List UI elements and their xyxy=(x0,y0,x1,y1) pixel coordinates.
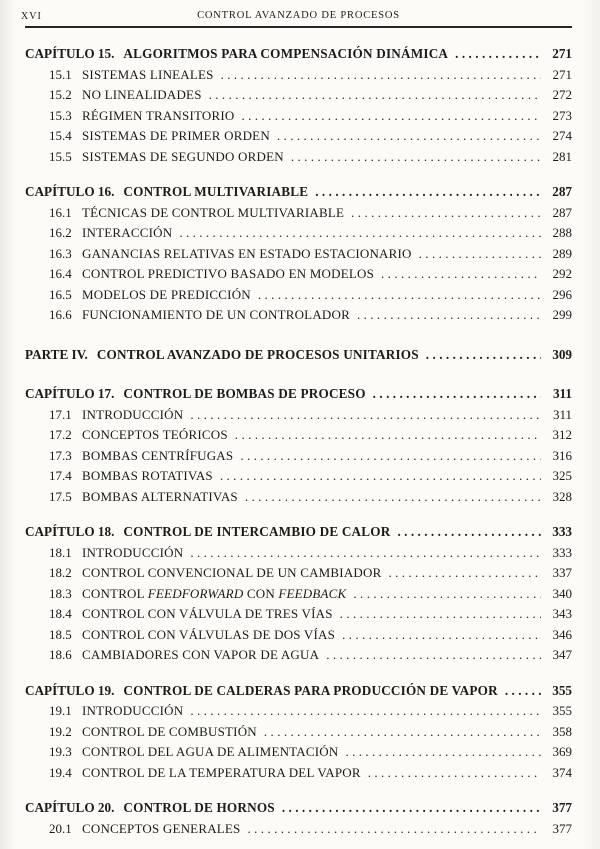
entry-title: BOMBAS ALTERNATIVAS xyxy=(82,488,238,504)
dot-leader xyxy=(221,65,541,86)
dot-leader xyxy=(190,543,541,564)
entry-page-number: 333 xyxy=(552,544,572,560)
chapter-title: CONTROL DE BOMBAS DE PROCESO xyxy=(123,386,366,401)
entry-title: CONTROL CON VÁLVULA DE TRES VÍAS xyxy=(82,606,333,621)
toc-entry-row xyxy=(25,244,572,265)
chapter-title: CONTROL MULTIVARIABLE xyxy=(123,184,309,199)
entry-page-number: 347 xyxy=(552,647,572,662)
toc-entry-row xyxy=(25,65,572,86)
chapter-label: CAPÍTULO 15. xyxy=(25,46,115,61)
toc-chapter-section xyxy=(25,44,572,167)
toc-chapter-row xyxy=(25,798,572,819)
toc-entry-row xyxy=(25,487,572,508)
entry-title: SISTEMAS LINEALES xyxy=(82,66,214,82)
entry-title: CONTROL CON VÁLVULAS DE DOS VÍAS xyxy=(82,626,336,642)
dot-leader xyxy=(368,763,541,784)
toc-entry-row xyxy=(25,543,572,564)
entry-number: 18.1 xyxy=(49,544,72,560)
entry-page-number: 296 xyxy=(552,286,572,302)
chapter-page-number: 377 xyxy=(552,800,572,815)
toc-entry-row xyxy=(25,584,572,605)
entry-page-number: 311 xyxy=(552,406,572,422)
toc-chapter-row xyxy=(25,182,572,203)
entry-number: 15.2 xyxy=(49,87,72,102)
toc-entry-row xyxy=(25,223,572,244)
dot-leader xyxy=(353,584,541,605)
entry-number: 17.2 xyxy=(49,427,72,442)
entry-page-number: 312 xyxy=(552,427,572,442)
chapter-page-number: 333 xyxy=(552,524,572,539)
dot-leader xyxy=(388,563,541,584)
toc-part-row xyxy=(25,345,572,366)
entry-title: SISTEMAS DE SEGUNDO ORDEN xyxy=(82,148,284,164)
toc-chapter-row xyxy=(25,522,572,543)
dot-leader xyxy=(209,85,541,106)
entry-title: INTRODUCCIÓN xyxy=(82,406,184,422)
entry-page-number: 355 xyxy=(552,703,572,718)
entry-number: 15.4 xyxy=(49,128,72,143)
dot-leader xyxy=(190,701,541,722)
entry-page-number: 343 xyxy=(552,606,572,621)
entry-number: 19.1 xyxy=(49,703,72,718)
toc-chapter-section xyxy=(25,798,572,839)
entry-page-number: 340 xyxy=(552,585,572,601)
entry-number: 16.2 xyxy=(49,225,72,240)
entry-page-number: 358 xyxy=(552,723,572,739)
entry-page-number: 271 xyxy=(552,66,572,82)
entry-number: 18.5 xyxy=(49,626,72,642)
toc-chapter-row xyxy=(25,44,572,65)
toc-entry-row xyxy=(25,625,572,646)
toc-entry-row xyxy=(25,466,572,487)
toc-entry-row xyxy=(25,563,572,584)
toc-entry-row xyxy=(25,264,572,285)
entry-page-number: 346 xyxy=(552,626,572,642)
dot-leader xyxy=(419,244,541,265)
entry-page-number: 316 xyxy=(552,447,572,463)
entry-title: GANANCIAS RELATIVAS EN ESTADO ESTACIONARIO xyxy=(82,245,412,261)
entry-page-number: 377 xyxy=(552,820,572,836)
entry-number: 18.2 xyxy=(49,565,72,580)
entry-number: 16.3 xyxy=(49,245,72,261)
toc-part-section xyxy=(25,345,572,366)
entry-number: 18.6 xyxy=(49,647,72,662)
chapter-label: CAPÍTULO 19. xyxy=(25,682,115,698)
entry-title: CONTROL CONVENCIONAL DE UN CAMBIADOR xyxy=(82,565,382,580)
entry-page-number: 273 xyxy=(552,107,572,123)
dot-leader xyxy=(190,405,541,426)
page-number-label: XVI xyxy=(21,11,42,22)
dot-leader xyxy=(245,487,541,508)
entry-number: 16.1 xyxy=(49,204,72,220)
entry-page-number: 328 xyxy=(552,488,572,504)
entry-page-number: 369 xyxy=(552,744,572,759)
chapter-label: CAPÍTULO 18. xyxy=(25,524,115,539)
toc-entry-row xyxy=(25,763,572,784)
entry-page-number: 274 xyxy=(552,128,572,143)
toc-entry-row xyxy=(25,742,572,763)
chapter-page-number: 311 xyxy=(552,386,572,401)
dot-leader xyxy=(345,742,541,763)
entry-number: 19.3 xyxy=(49,744,72,759)
running-title: CONTROL AVANZADO DE PROCESOS xyxy=(197,10,400,21)
entry-number: 16.5 xyxy=(49,286,72,302)
entry-page-number: 299 xyxy=(552,307,572,322)
dot-leader xyxy=(373,384,541,405)
dot-leader xyxy=(277,126,541,147)
toc-chapter-row xyxy=(25,384,572,405)
dot-leader xyxy=(340,604,541,625)
toc-chapter-section xyxy=(25,384,572,507)
entry-number: 15.3 xyxy=(49,107,72,123)
entry-number: 20.1 xyxy=(49,820,72,836)
toc-entry-row xyxy=(25,819,572,840)
dot-leader xyxy=(326,645,541,666)
toc-entry-row xyxy=(25,305,572,326)
entry-number: 17.1 xyxy=(49,406,72,422)
dot-leader xyxy=(179,223,541,244)
entry-number: 19.4 xyxy=(49,764,72,780)
entry-number: 17.5 xyxy=(49,488,72,504)
toc-entry-row xyxy=(25,645,572,666)
dot-leader xyxy=(381,264,541,285)
entry-title: CONTROL DE COMBUSTIÓN xyxy=(82,723,257,739)
entry-number: 16.4 xyxy=(49,266,72,281)
dot-leader xyxy=(220,466,541,487)
chapter-title: CONTROL DE CALDERAS PARA PRODUCCIÓN DE VAPOR xyxy=(123,682,498,698)
entry-title: CONTROL PREDICTIVO BASADO EN MODELOS xyxy=(82,266,375,281)
toc-entry-row xyxy=(25,722,572,743)
chapter-title: CONTROL DE INTERCAMBIO DE CALOR xyxy=(123,524,391,539)
chapter-label: CAPÍTULO 17. xyxy=(25,386,115,401)
entry-title: CONCEPTOS GENERALES xyxy=(82,820,241,836)
toc-entry-row xyxy=(25,147,572,168)
entry-title: CONTROL DE LA TEMPERATURA DEL VAPOR xyxy=(82,764,361,780)
dot-leader xyxy=(241,106,541,127)
dot-leader xyxy=(291,147,541,168)
toc-entry-row xyxy=(25,425,572,446)
page-header xyxy=(21,10,572,28)
toc-entry-row xyxy=(25,285,572,306)
dot-leader xyxy=(240,446,541,467)
entry-page-number: 288 xyxy=(552,225,572,240)
chapter-page-number: 309 xyxy=(552,346,572,362)
dot-leader xyxy=(264,722,541,743)
chapter-page-number: 355 xyxy=(552,682,572,698)
dot-leader xyxy=(357,305,541,326)
entry-title: NO LINEALIDADES xyxy=(82,87,202,102)
entry-number: 17.3 xyxy=(49,447,72,463)
entry-number: 15.5 xyxy=(49,148,72,164)
entry-page-number: 374 xyxy=(552,764,572,780)
entry-title: CONTROL FEEDFORWARD CON FEEDBACK xyxy=(82,585,347,601)
dot-leader xyxy=(248,819,542,840)
table-of-contents xyxy=(25,44,572,839)
toc-entry-row xyxy=(25,604,572,625)
dot-leader xyxy=(342,625,541,646)
part-title: CONTROL AVANZADO DE PROCESOS UNITARIOS xyxy=(96,346,419,362)
entry-title: INTERACCIÓN xyxy=(82,225,173,240)
entry-title: SISTEMAS DE PRIMER ORDEN xyxy=(82,128,270,143)
dot-leader xyxy=(235,425,541,446)
toc-chapter-section xyxy=(25,681,572,784)
entry-page-number: 272 xyxy=(552,87,572,102)
entry-number: 18.4 xyxy=(49,606,72,621)
entry-title: TÉCNICAS DE CONTROL MULTIVARIABLE xyxy=(82,204,345,220)
entry-title: INTRODUCCIÓN xyxy=(82,544,184,560)
entry-title: BOMBAS ROTATIVAS xyxy=(82,468,213,483)
entry-page-number: 292 xyxy=(552,266,572,281)
entry-number: 18.3 xyxy=(49,585,72,601)
chapter-page-number: 271 xyxy=(552,46,572,61)
toc-entry-row xyxy=(25,203,572,224)
dot-leader xyxy=(258,285,541,306)
entry-title: CONCEPTOS TEÓRICOS xyxy=(82,427,228,442)
dot-leader xyxy=(397,522,541,543)
toc-entry-row xyxy=(25,701,572,722)
entry-title: MODELOS DE PREDICCIÓN xyxy=(82,286,251,302)
entry-title: CAMBIADORES CON VAPOR DE AGUA xyxy=(82,647,320,662)
chapter-page-number: 287 xyxy=(552,184,572,199)
entry-number: 19.2 xyxy=(49,723,72,739)
entry-page-number: 287 xyxy=(552,204,572,220)
toc-entry-row xyxy=(25,126,572,147)
toc-entry-row xyxy=(25,106,572,127)
toc-entry-row xyxy=(25,446,572,467)
dot-leader xyxy=(426,345,541,366)
entry-title: BOMBAS CENTRÍFUGAS xyxy=(82,447,234,463)
entry-title: CONTROL DEL AGUA DE ALIMENTACIÓN xyxy=(82,744,339,759)
toc-entry-row xyxy=(25,85,572,106)
entry-page-number: 337 xyxy=(552,565,572,580)
part-label: PARTE IV. xyxy=(25,346,88,362)
toc-chapter-row xyxy=(25,681,572,702)
chapter-title: ALGORITMOS PARA COMPENSACIÓN DINÁMICA xyxy=(123,46,449,61)
entry-page-number: 289 xyxy=(552,245,572,261)
toc-chapter-section xyxy=(25,522,572,666)
toc-entry-row xyxy=(25,405,572,426)
entry-title: INTRODUCCIÓN xyxy=(82,703,184,718)
chapter-label: CAPÍTULO 16. xyxy=(25,184,115,199)
dot-leader xyxy=(351,203,541,224)
entry-title: FUNCIONAMIENTO DE UN CONTROLADOR xyxy=(82,307,350,322)
dot-leader xyxy=(455,44,541,65)
entry-number: 16.6 xyxy=(49,307,72,322)
entry-number: 17.4 xyxy=(49,468,72,483)
entry-title: RÉGIMEN TRANSITORIO xyxy=(82,107,235,123)
entry-number: 15.1 xyxy=(49,66,72,82)
dot-leader xyxy=(282,798,541,819)
dot-leader xyxy=(315,182,541,203)
entry-page-number: 281 xyxy=(552,148,572,164)
chapter-label: CAPÍTULO 20. xyxy=(25,800,115,815)
dot-leader xyxy=(505,681,541,702)
toc-chapter-section xyxy=(25,182,572,326)
chapter-title: CONTROL DE HORNOS xyxy=(123,800,275,815)
entry-page-number: 325 xyxy=(552,468,572,483)
